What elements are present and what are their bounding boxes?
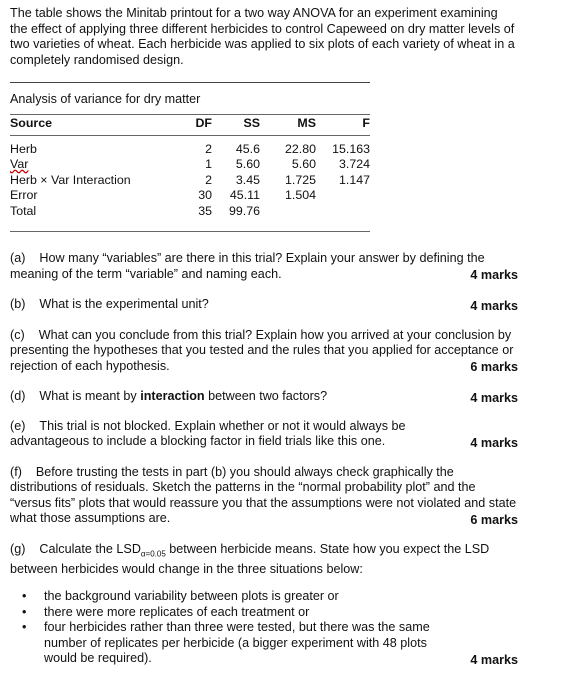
row-f bbox=[316, 188, 370, 204]
table-top-rule bbox=[10, 82, 370, 83]
table-row bbox=[10, 157, 370, 173]
row-ms bbox=[260, 204, 316, 220]
row-source: Herb bbox=[10, 141, 37, 156]
table-bottom-rule bbox=[10, 231, 370, 232]
list-item bbox=[22, 620, 518, 667]
row-f: 3.724 bbox=[338, 157, 370, 171]
row-source: Error bbox=[10, 188, 38, 202]
question-marks: 4 marks bbox=[470, 268, 518, 282]
question-marks: 6 marks bbox=[470, 360, 518, 374]
question-c bbox=[10, 328, 518, 375]
question-marks: 6 marks bbox=[470, 512, 518, 527]
anova-table bbox=[10, 115, 370, 133]
question-text: What can you conclude from this trial? Explain how you arrived at your conclusion by presenting the hypotheses that you tested and the rules that you applied for acceptance or rejection of each hypothesis. bbox=[10, 327, 514, 373]
bullet-icon: • bbox=[22, 620, 27, 635]
question-a bbox=[10, 251, 518, 282]
row-ss: 45.6 bbox=[235, 141, 260, 156]
header-df: DF bbox=[195, 115, 212, 130]
list-item bbox=[22, 589, 518, 605]
question-text: How many “variables” are there in this trial? Explain your answer by defining the meaning of the term “variable” and naming each. bbox=[10, 251, 485, 281]
situation-list bbox=[10, 589, 518, 667]
list-item-text: four herbicides rather than three were tested, but there was the same number of replicates per herbicide (a bigger experiment with 48 plots would be required). bbox=[44, 620, 430, 666]
row-ss: 5.60 bbox=[235, 157, 260, 171]
question-marks: 4 marks bbox=[470, 652, 518, 667]
row-df: 30 bbox=[198, 188, 212, 202]
intro-paragraph: The table shows the Minitab printout for a two way ANOVA for an experiment examining the effect of applying three different herbicides to control Capeweed on dry matter levels of two varieties of wheat. Each herbicide was applied to six plots of each variety of wheat in a completely randomised design. bbox=[10, 6, 515, 67]
row-df: 2 bbox=[205, 172, 212, 187]
question-label: (c) bbox=[10, 327, 25, 342]
row-source: Total bbox=[10, 203, 37, 218]
table-row bbox=[10, 142, 370, 158]
anova-table-body bbox=[10, 142, 370, 220]
question-label: (f) bbox=[10, 464, 22, 479]
lsd-subscript: α=0.05 bbox=[140, 549, 166, 559]
table-header-rule-bottom bbox=[10, 135, 370, 136]
row-ms: 5.60 bbox=[291, 157, 316, 171]
row-ss: 99.76 bbox=[228, 203, 260, 218]
document-page bbox=[10, 6, 518, 667]
row-ms: 1.725 bbox=[284, 172, 316, 187]
row-ms: 22.80 bbox=[284, 141, 316, 156]
list-item-text: the background variability between plots is greater or bbox=[44, 589, 339, 604]
question-bold-term: interaction bbox=[140, 389, 205, 403]
question-f bbox=[10, 465, 518, 527]
row-f: 1.147 bbox=[338, 172, 370, 187]
question-marks: 4 marks bbox=[470, 298, 518, 313]
list-item bbox=[22, 604, 518, 621]
row-df: 2 bbox=[205, 141, 212, 156]
table-row bbox=[10, 173, 370, 189]
question-text: Calculate the LSD bbox=[39, 541, 141, 556]
row-df: 1 bbox=[205, 157, 212, 171]
question-label: (e) bbox=[10, 418, 26, 433]
question-label: (d) bbox=[10, 389, 26, 403]
question-text: This trial is not blocked. Explain whether or not it would always be advantageous to include a blocking factor in field trials like this one. bbox=[10, 418, 406, 448]
row-ss: 45.11 bbox=[229, 188, 260, 202]
table-row bbox=[10, 204, 370, 220]
question-d bbox=[10, 389, 518, 405]
question-label: (b) bbox=[10, 297, 26, 311]
row-df: 35 bbox=[198, 203, 212, 218]
question-text: between two factors? bbox=[204, 389, 328, 403]
header-ss: SS bbox=[243, 115, 260, 130]
anova-table-title: Analysis of variance for dry matter bbox=[10, 92, 201, 106]
header-f: F bbox=[362, 115, 370, 130]
question-text: What is the experimental unit? bbox=[39, 297, 209, 311]
anova-header-row bbox=[10, 115, 370, 133]
question-e bbox=[10, 419, 518, 450]
question-marks: 4 marks bbox=[470, 435, 518, 450]
row-source: Herb × Var Interaction bbox=[10, 172, 131, 187]
header-ms: MS bbox=[297, 115, 316, 130]
question-text: Before trusting the tests in part (b) you should always check graphically the distributions of residuals. Sketch the patterns in the “normal probability plot” and the “versus fits” plots that would reassure you that the assumptions were not violated and state what those assumptions are. bbox=[10, 464, 517, 525]
bullet-icon: • bbox=[22, 604, 27, 619]
row-f bbox=[316, 204, 370, 220]
row-ms: 1.504 bbox=[284, 188, 316, 202]
list-item-text: there were more replicates of each treatment or bbox=[44, 604, 310, 619]
question-b bbox=[10, 297, 518, 313]
header-source: Source bbox=[10, 115, 53, 130]
question-marks: 4 marks bbox=[470, 390, 518, 405]
question-text: between herbicide means. State how you expect the LSD between herbicides would change in the three situations below: bbox=[10, 541, 490, 576]
question-label: (a) bbox=[10, 251, 26, 265]
question-label: (g) bbox=[10, 541, 26, 556]
question-g bbox=[10, 542, 518, 667]
table-row bbox=[10, 188, 370, 204]
row-source: Var bbox=[10, 157, 29, 171]
row-f: 15.163 bbox=[332, 141, 370, 156]
question-text: What is meant by bbox=[39, 389, 141, 403]
bullet-icon: • bbox=[22, 589, 27, 604]
row-ss: 3.45 bbox=[235, 172, 260, 187]
